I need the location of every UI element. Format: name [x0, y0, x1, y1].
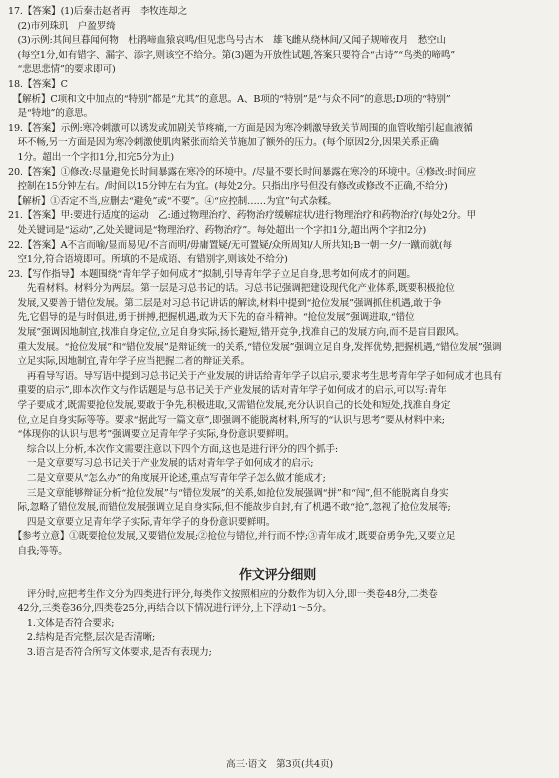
page-footer: 高三·语文 第3页(共4页)	[226, 759, 333, 771]
answer-line: 是“特地”的意思。	[8, 108, 94, 120]
answer-line: 学子要成才,既需要抢位发展,要敢于争先,积极进取,又需错位发展,充分认识自己的长处和短处,找准自身定	[8, 400, 451, 412]
answer-line: 四是文章要立足青年学子实际,青年学子的身份意识要鲜明。	[8, 516, 276, 528]
answer-body	[8, 5, 547, 560]
answer-line: 处关键词是“运动”,乙处关键词是“物理治疗、药物治疗”。每处超出一个字扣1分,超出两个字扣2分)	[8, 224, 427, 236]
answer-line: 20.【答案】①修改:尽量避免长时间暴露在寒冷的环境中。/尽量不要长时间暴露在寒冷的环境中。④修改:时间应	[8, 166, 476, 178]
answer-line: 22.【答案】A不言而喻/显而易见/不言而明/毋庸置疑/无可置疑/众所周知/人所共知;B一朝一夕/一蹴而就(每	[8, 239, 452, 251]
answer-line: (3)示例:其间旦暮闻何物 杜鹃啼血猿哀鸣/但见悲鸟号古木 雄飞雌从绕林间/又闻子规啼夜月 愁空山	[8, 35, 446, 47]
answer-line: 二是文章要从“怎么办”的角度展开论述,重点写青年学子怎么做才能成才;	[8, 473, 326, 484]
answer-line: “体现你的认识与思考”强调要立足青年学子实际,身份意识要鲜明。	[8, 429, 295, 441]
answer-line: 先看材料。材料分为两层。第一层是习总书记的话。习总书记强调把建设现代化产业体系,既要积极抢位	[8, 283, 455, 295]
answer-line: 17.【答案】(1)后秦击赵者再 李牧连却之	[8, 6, 188, 17]
answer-line: 先,它倡导的是与时俱进,勇于拼搏,把握机遇,敢为天下先的奋斗精神。“抢位发展”强调进取,“错位	[8, 312, 415, 324]
answer-line: “悲思悲情”的要求即可)	[8, 64, 116, 76]
answer-line: 自我;等等。	[8, 545, 68, 557]
answer-line: 三是文章能够辩证分析“抢位发展”与“错位发展”的关系,如抢位发展强调“拼”和“闯”,但不能脱离自身实	[8, 487, 449, 499]
answer-line: 立足实际,因地制宜,青年学子应当把握二者的辩证关系。	[8, 356, 250, 368]
rule-line: 2.结构是否完整,层次是否清晰;	[8, 632, 156, 644]
answer-line: 【参考立意】①既要抢位发展,又要错位发展;②抢位与错位,并行而不悖;③青年成才,既要奋勇争先,又要立足	[8, 531, 456, 543]
answer-line: 控制在15分钟左右。/时间以15分钟左右为宜。(每处2分。只指出序号但没有修改或修改不正确,不给分)	[8, 181, 448, 193]
rule-line: 42分,三类卷36分,四类卷25分,再结合以下情况进行评分,上下浮动1～5分。	[8, 603, 332, 615]
rule-line: 评分时,应把考生作文分为四类进行评分,每类作文按照相应的分数作为切入分,即一类卷48分,二类卷	[8, 588, 438, 600]
answer-line: 19.【答案】示例:寒冷刺激可以诱发或加剧关节疼痛,一方面是因为寒冷刺激导致关节周围的血管收缩引起血液循	[8, 122, 473, 134]
answer-line: 发展,又要善于错位发展。第二层是对习总书记讲话的解读,材料中提到“抢位发展”强调抓住机遇,敢于争	[8, 297, 442, 309]
answer-line: 位,立足自身实际等等。要求“据此写一篇文章”,即强调不能脱离材料,所写的“认识与思考”要从材料中来;	[8, 414, 445, 426]
answer-line: 空1分,符合语境即可。所填的不是成语、有错别字,则该处不给分)	[8, 254, 288, 266]
answer-line: 23.【写作指导】本题围绕“青年学子如何成才”拟制,引导青年学子立足自身,思考如何成才的问题。	[8, 268, 416, 280]
answer-line: 18.【答案】C	[8, 78, 68, 90]
answer-line: (2)市列珠玑 户盈罗绮	[8, 20, 116, 32]
answer-line: (每空1分,如有错字、漏字、添字,则该空不给分。第(3)题为开放性试题,答案只要符合“古诗”“鸟类的啼鸣”	[8, 49, 456, 61]
answer-line: 一是文章要写习总书记关于产业发展的话对青年学子如何成才的启示;	[8, 458, 314, 470]
section-title: 作文评分细则	[238, 567, 317, 583]
answer-line: 综合以上分析,本次作文需要注意以下四个方面,这也是进行评分的四个抓手:	[8, 443, 338, 455]
answer-line: 21.【答案】甲:要进行适度的运动 乙:通过物理治疗、药物治疗缓解症状/进行物理治疗和药物治疗(每处2分。甲	[8, 210, 477, 222]
rule-line: 1.文体是否符合要求;	[8, 617, 115, 629]
scoring-rules	[8, 588, 547, 661]
answer-line: 重大发展。“抢位发展”和“错位发展”是辩证统一的关系,“错位发展”强调立足自身,发挥优势,把握机遇,“错位发展”强调	[8, 341, 502, 353]
answer-line: 1分。超出一个字扣1分,扣完5分为止)	[8, 151, 175, 163]
answer-line: 【解析】①否定不当,应删去“避免”或“不要”。④“应控制……为宜”句式杂糅。	[8, 195, 337, 207]
answer-line: 重要的启示”,即本次作文与作话题是与总书记关于产业发展的话对青年学子如何成才的启示,可以写:青年	[8, 385, 447, 397]
answer-line: 再看导写语。导写语中提到习总书记关于产业发展的讲话给青年学子以启示,要求考生思考青年学子如何成才也具有	[8, 370, 502, 382]
answer-line: 发展”强调因地制宜,找准自身定位,立足自身实际,扬长避短,错开竞争,找准自己的发展方向,而不是盲目跟风。	[8, 327, 465, 339]
rule-line: 3.语言是否符合所写文体要求,是否有表现力;	[8, 646, 212, 658]
answer-line: 际,忽略了错位发展,而错位发展强调立足自身实际,但不能故步自封,有了机遇不敢“抢”,忽视了抢位发展等;	[8, 502, 451, 514]
answer-line: 环不畅,另一方面是因为寒冷刺激使肌肉紧张而给关节施加了额外的压力。(每个原因2分,因果关系正确	[8, 137, 439, 149]
answer-line: 【解析】C项和文中加点的“特别”都是“尤其”的意思。A、B项的“特别”是“与众不同”的意思;D项的“特别”	[8, 93, 451, 105]
